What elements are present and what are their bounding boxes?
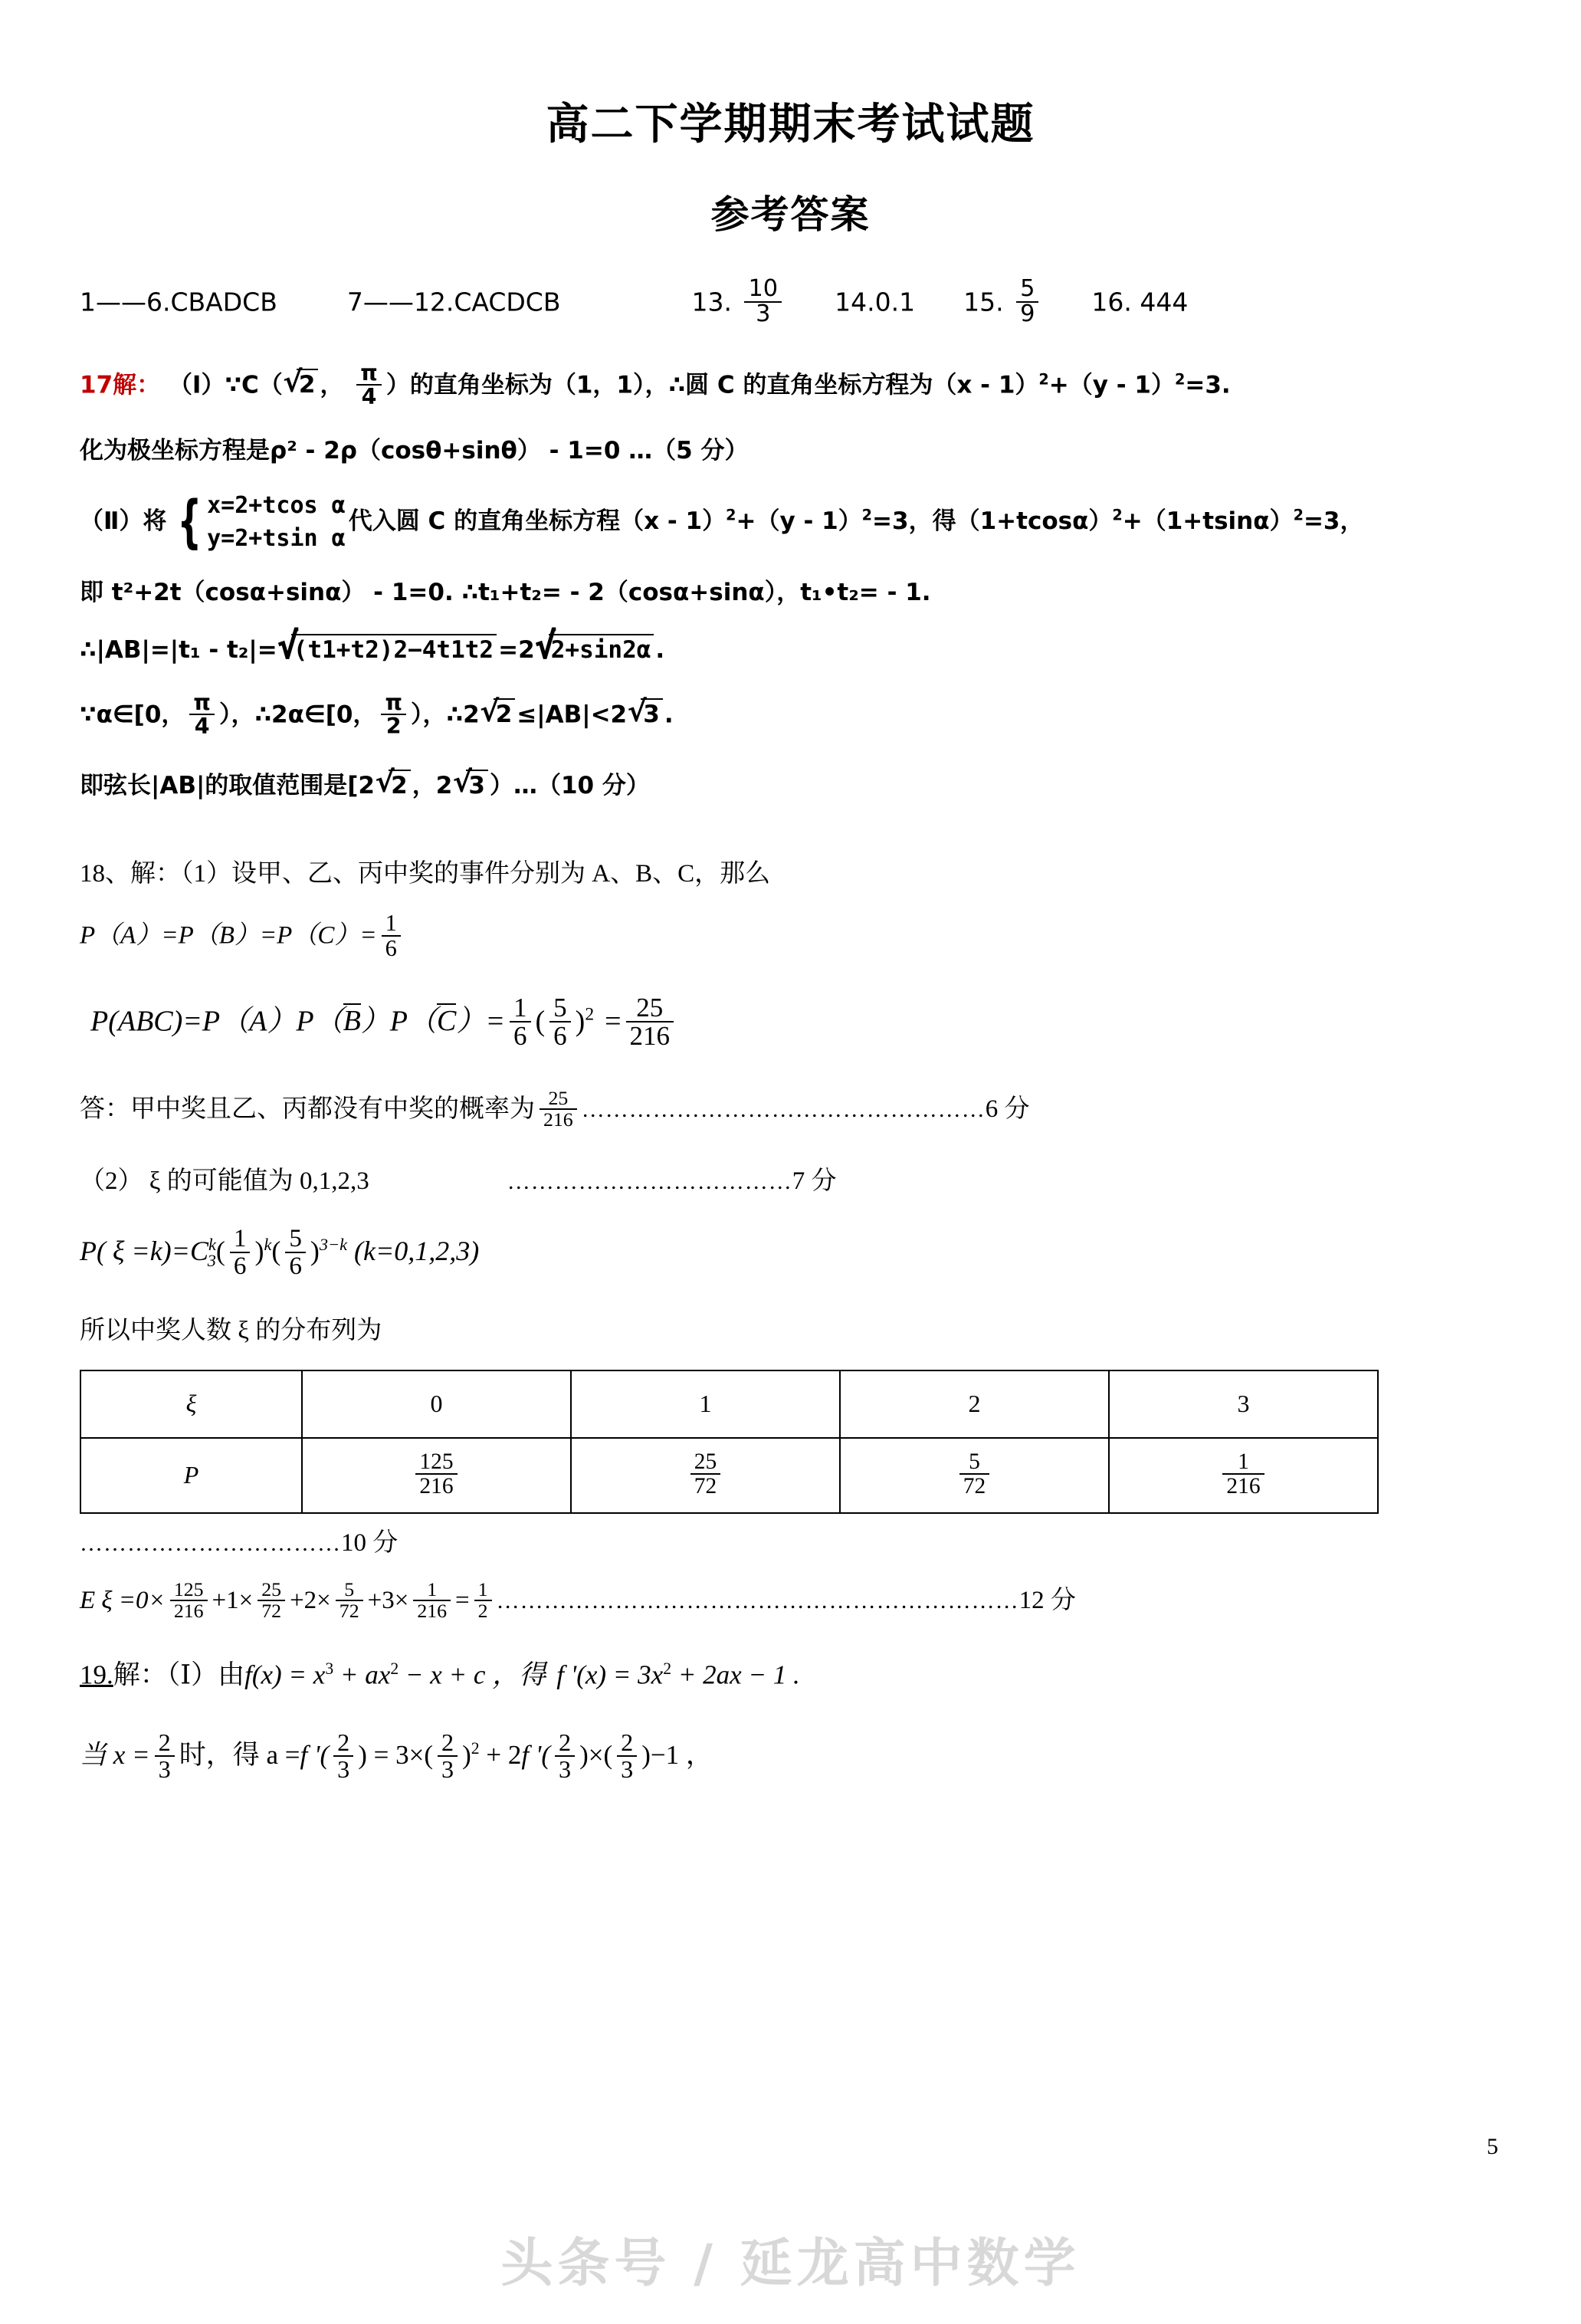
fraction-numerator: 125 — [173, 1577, 204, 1600]
fraction-numerator: 2 — [559, 1728, 572, 1756]
fraction-numerator: 125 — [419, 1449, 454, 1474]
exponent: 2 — [663, 1659, 672, 1678]
distribution-table — [80, 1370, 1379, 1514]
exponent: 3 — [325, 1659, 334, 1678]
fraction-numerator: 2 — [441, 1728, 454, 1756]
q17-chord-mid: ，2 — [412, 771, 453, 799]
sqrt-2: √ 2 — [481, 698, 516, 730]
paren-close: ) — [310, 1235, 320, 1266]
q18-pabc-text: P(ABC)=P（A）P（ — [90, 1004, 343, 1037]
q19-number: 19. — [80, 1659, 113, 1690]
q18-xi-values-text: （2） ξ 的可能值为 0,1,2,3 — [80, 1167, 369, 1195]
q18-line-1: 18、解：（1）设甲、乙、丙中奖的事件分别为 A、B、C，那么 — [80, 860, 771, 888]
answers-group-2: 7——12.CACDCB — [346, 287, 561, 317]
q19-expr: (x) = x — [251, 1659, 326, 1690]
combination-symbol — [190, 1234, 216, 1271]
document-body — [0, 275, 1581, 1784]
fraction-numerator: 5 — [1020, 275, 1035, 302]
fraction-denominator: 216 — [1222, 1473, 1264, 1498]
one-sixth — [510, 994, 530, 1050]
q19-expr: )−1 ， — [641, 1739, 713, 1770]
fraction-denominator: 4 — [356, 384, 382, 408]
q18-text: ）= — [456, 1004, 506, 1037]
probability-fraction — [690, 1450, 720, 1498]
q17-line-6 — [80, 689, 1507, 739]
q17-alpha-range-prefix: ∵α∈[0， — [80, 701, 185, 729]
paren-open: ( — [535, 1004, 546, 1037]
table-row-xi — [80, 1370, 1378, 1438]
q18-expectation — [80, 1577, 1507, 1623]
probability-fraction — [415, 1450, 457, 1498]
pi-over-4 — [356, 359, 382, 409]
answer-15-fraction — [1016, 277, 1038, 327]
fraction-denominator: 216 — [626, 1021, 674, 1050]
q17-equals-3: =3. — [1185, 371, 1231, 399]
exponent: 2 — [1293, 506, 1304, 524]
fraction-denominator: 72 — [257, 1600, 285, 1621]
fraction-denominator: 6 — [230, 1252, 251, 1279]
probability-fraction — [959, 1450, 989, 1498]
table-cell-xi-2: 2 — [840, 1370, 1109, 1438]
fraction-denominator: 216 — [540, 1108, 577, 1130]
exponent: 2 — [390, 1659, 399, 1678]
q19-expr: + 2 — [479, 1739, 522, 1770]
fraction-denominator: 72 — [690, 1473, 720, 1498]
fraction-denominator: 3 — [155, 1755, 175, 1782]
exponent: 2 — [861, 506, 873, 524]
q17-plus-term: +（y - 1） — [1048, 371, 1175, 399]
q17-term: =3， — [1303, 507, 1364, 535]
expectation-term: +1× — [212, 1586, 254, 1614]
exponent: 2 — [1174, 370, 1186, 389]
table-header-p: P — [80, 1438, 302, 1513]
paren-open: ( — [215, 1235, 225, 1266]
q18-binomial-prefix: P( ξ =k)= — [80, 1235, 190, 1266]
q17-number: 17 — [80, 371, 113, 399]
q17-period: . — [655, 635, 665, 664]
exponent: 3−k — [319, 1234, 348, 1254]
function-f-prime: f — [521, 1739, 530, 1770]
two-thirds — [333, 1730, 353, 1782]
fraction-numerator: 25 — [261, 1577, 282, 1600]
fraction-denominator: 2 — [474, 1600, 492, 1621]
answer-14: 14.0.1 — [835, 287, 916, 317]
q18-line-3 — [80, 992, 1507, 1052]
q18-text: ）P（ — [360, 1004, 438, 1037]
sqrt-2-plus-sin2a: √ 2+sin2α — [536, 634, 654, 665]
q17-line-2: 化为极坐标方程是ρ² - 2ρ（cosθ+sinθ） - 1=0 …（5 分） — [80, 437, 749, 465]
function-f: f — [244, 1659, 252, 1690]
fraction-numerator: 1 — [513, 992, 527, 1022]
fraction-numerator: 25 — [694, 1449, 717, 1474]
fraction-numerator: 2 — [158, 1728, 171, 1756]
q19-text: 解：（Ⅰ）由 — [113, 1659, 245, 1690]
fraction-denominator: 72 — [336, 1600, 363, 1621]
sqrt-discriminant: √ (t1+t2)2−4t1t2 — [279, 634, 497, 665]
table-cell-p-0 — [302, 1438, 571, 1513]
score-6-points: 6 分 — [985, 1095, 1030, 1123]
q17-part1-prefix: （Ⅰ）∵C（ — [168, 371, 283, 399]
complement-b: B — [343, 1004, 361, 1037]
q18-line-4 — [80, 1086, 1507, 1132]
fraction-numerator: 5 — [969, 1449, 980, 1474]
fraction-125-216 — [170, 1577, 208, 1623]
fraction-numerator: 2 — [337, 1728, 350, 1756]
system-row-x: x=2+tcos α — [207, 491, 346, 519]
table-cell-p-3 — [1109, 1438, 1378, 1513]
q19-expr: )×( — [579, 1739, 613, 1770]
five-sixths — [549, 994, 570, 1050]
q19-expr: '(x) = 3x — [563, 1659, 664, 1690]
combination-superscript: k — [208, 1234, 216, 1254]
q18-line-5 — [80, 1166, 1507, 1196]
fraction-1-2 — [474, 1577, 492, 1623]
fraction-denominator: 6 — [382, 935, 401, 960]
q17-term: +（1+tsinα） — [1122, 507, 1294, 535]
fraction-numerator: 5 — [289, 1223, 302, 1252]
equals-sign: = — [605, 1004, 622, 1037]
page-title: 高二下学期期末考试试题 — [546, 99, 1035, 149]
score-7-points: 7 分 — [792, 1167, 837, 1195]
fraction-numerator: 25 — [636, 992, 664, 1022]
fraction-denominator: 4 — [189, 714, 215, 737]
function-f-prime: f — [556, 1659, 564, 1690]
q17-equals: =2 — [498, 635, 535, 664]
table-cell-xi-0: 0 — [302, 1370, 571, 1438]
two-thirds — [617, 1730, 637, 1782]
q17-bound-prefix: ），∴2 — [411, 701, 480, 729]
q17-ab-prefix: ∴|AB|=|t₁ - t₂|= — [80, 635, 277, 664]
one-sixth — [230, 1223, 251, 1280]
left-brace: { — [177, 488, 202, 555]
q17-part1-suffix: ）的直角坐标为（1，1），∴圆 C 的直角坐标方程为（x - 1） — [385, 371, 1039, 399]
fraction-1-216 — [413, 1577, 451, 1623]
q17-term: =3，得（1+tcosα） — [872, 507, 1113, 535]
exponent: 2 — [1038, 370, 1049, 389]
q17-chord-prefix: 即弦长|AB|的取值范围是[2 — [80, 771, 376, 799]
expectation-term: +3× — [367, 1586, 409, 1614]
objective-answers-line — [80, 275, 1507, 328]
q18-line-6 — [80, 1223, 1507, 1281]
paren-open: ( — [271, 1235, 281, 1266]
watermark: 头条号 / 延龙高中数学 — [500, 2234, 1081, 2294]
system-row-y: y=2+tsin α — [207, 525, 346, 553]
q17-2alpha-range: ），∴2α∈[0， — [218, 701, 377, 729]
fraction-denominator: 6 — [285, 1252, 306, 1279]
q19-expr: − x + c ，得 — [399, 1659, 546, 1690]
score-12-points: 12 分 — [1018, 1586, 1076, 1614]
sqrt-2: √ 2 — [376, 770, 411, 801]
one-sixth — [382, 911, 401, 960]
q19-expr: + 2ax − 1 . — [671, 1659, 800, 1690]
page-subtitle: 参考答案 — [710, 192, 871, 237]
q17-chord-score: ）…（10 分） — [489, 771, 650, 799]
table-row-p — [80, 1438, 1378, 1513]
fraction-denominator: 2 — [381, 714, 406, 737]
dotted-leader: …………………………… — [80, 1530, 341, 1556]
answer-16: 16. 444 — [1091, 287, 1189, 317]
combination-C: C — [189, 1235, 208, 1266]
fraction-denominator: 9 — [1016, 301, 1038, 327]
table-cell-p-1 — [571, 1438, 840, 1513]
q18-line-2 — [80, 909, 1507, 962]
answer-15-label: 15. — [963, 287, 1004, 317]
two-thirds — [555, 1730, 575, 1782]
two-thirds — [438, 1730, 458, 1782]
q17-term: +（y - 1） — [736, 507, 862, 535]
fraction-numerator: 1 — [385, 909, 397, 936]
q19-expr: '( — [307, 1739, 330, 1770]
complement-c: C — [437, 1004, 457, 1037]
combination-subscript: 3 — [207, 1251, 216, 1271]
fraction-5-72 — [336, 1577, 363, 1623]
fraction-numerator: 5 — [553, 992, 567, 1022]
fraction-numerator: 1 — [233, 1223, 247, 1252]
q19-expr: '( — [529, 1739, 551, 1770]
fraction-denominator: 3 — [333, 1755, 353, 1782]
fraction-denominator: 3 — [617, 1755, 637, 1782]
fraction-denominator: 3 — [744, 301, 782, 327]
fraction-denominator: 3 — [555, 1755, 575, 1782]
table-cell-xi-1: 1 — [571, 1370, 840, 1438]
function-f-prime: f — [300, 1739, 308, 1770]
q19-line-1 — [80, 1659, 1507, 1692]
q18-answer-prefix: 答：甲中奖且乙、丙都没有中奖的概率为 — [80, 1095, 535, 1123]
fraction-denominator: 6 — [510, 1021, 530, 1050]
answers-group-1: 1——6.CBADCB — [80, 287, 277, 317]
parametric-system — [169, 489, 345, 556]
fraction-numerator: 2 — [621, 1728, 634, 1756]
exponent: 2 — [1112, 506, 1123, 524]
score-10-points: 10 分 — [341, 1528, 399, 1557]
q18-line-7: 所以中奖人数 ξ 的分布列为 — [80, 1317, 382, 1345]
q19-expr: ) = 3×( — [358, 1739, 434, 1770]
q19-text: 时，得 a = — [179, 1739, 300, 1770]
paren-close: ) — [462, 1739, 471, 1770]
fraction-denominator: 216 — [170, 1600, 208, 1621]
q18-pabc-prefix — [90, 1005, 343, 1037]
q19-when-x: 当 x = — [80, 1739, 150, 1770]
two-thirds — [155, 1730, 175, 1782]
fraction-numerator: π — [193, 689, 211, 715]
twentyfive-over-216 — [626, 994, 674, 1050]
fraction-numerator: 5 — [344, 1577, 355, 1600]
q17-line-1: 17解： （Ⅰ）∵C（ √ 2 ， $\frac{\pi}{4}$ ）的直角坐标为（1，1），∴圆 C 的直角坐标方程为（x - 1）$^2$+（y - 1）$^2$=3. — [80, 363, 1507, 409]
q18-after-table — [80, 1528, 1507, 1558]
twentyfive-over-216 — [540, 1088, 577, 1131]
fraction-numerator: 1 — [477, 1577, 488, 1600]
dotted-leader: ……………………………… — [507, 1168, 792, 1194]
table-cell-p-2 — [840, 1438, 1109, 1513]
fraction-numerator: π — [385, 689, 402, 715]
fraction-numerator: 1 — [427, 1577, 438, 1600]
expectation-term: +2× — [290, 1586, 331, 1614]
fraction-numerator: π — [360, 359, 378, 386]
fraction-denominator: 216 — [415, 1473, 457, 1498]
fraction-numerator: 1 — [1238, 1449, 1249, 1474]
equals-sign: = — [455, 1586, 470, 1614]
answer-13-label: 13. — [691, 287, 732, 317]
fraction-denominator: 6 — [549, 1021, 570, 1050]
fraction-denominator: 72 — [959, 1473, 989, 1498]
fraction-numerator: 25 — [548, 1086, 569, 1109]
q17-solve-word: 解： — [113, 371, 161, 399]
answer-sheet-page — [0, 90, 1581, 2324]
exponent: 2 — [585, 1004, 595, 1025]
five-sixths — [285, 1223, 306, 1280]
q17-line-7 — [80, 770, 1507, 801]
table-cell-xi-3: 3 — [1109, 1370, 1378, 1438]
fraction-denominator: 3 — [438, 1755, 458, 1782]
q17-line-5 — [80, 634, 1507, 665]
dotted-leader: …………………………………………… — [581, 1096, 986, 1122]
probability-fraction — [1222, 1450, 1264, 1498]
q19-line-2 — [80, 1728, 1507, 1784]
q18-probability-prefix: P（A）=P（B）=P（C）= — [80, 921, 377, 950]
k-range: (k=0,1,2,3) — [347, 1235, 480, 1266]
sqrt-3: √ 3 — [454, 770, 488, 801]
sqrt-2: √ 2 — [284, 369, 319, 400]
exponent: 2 — [726, 506, 736, 524]
table-header-xi: ξ — [80, 1370, 302, 1438]
q17-line-3 — [80, 489, 1507, 556]
expectation-prefix: E ξ =0× — [80, 1586, 166, 1614]
exponent: 2 — [471, 1739, 480, 1758]
pi-over-4 — [189, 691, 215, 737]
q17-line-4: 即 t²+2t（cosα+sinα） - 1=0. ∴t₁+t₂= - 2（cosα+sinα），t₁•t₂= - 1. — [80, 578, 931, 606]
q17-part2-mid: 代入圆 C 的直角坐标方程（x - 1） — [348, 507, 727, 535]
paren-close: ) — [254, 1235, 264, 1266]
q17-period: . — [664, 701, 674, 729]
page-number: 5 — [1487, 2134, 1498, 2159]
exponent: k — [264, 1234, 272, 1254]
fraction-25-72 — [257, 1577, 285, 1623]
sqrt-3: √ 3 — [628, 698, 663, 730]
paren-close: ) — [575, 1004, 585, 1037]
fraction-denominator: 216 — [413, 1600, 451, 1621]
q17-bound-mid: ≤|AB|<2 — [517, 701, 628, 729]
fraction-numerator: 10 — [748, 275, 779, 302]
pi-over-2 — [381, 691, 406, 737]
dotted-leader: ………………………………………………………… — [496, 1587, 1019, 1613]
q17-part2-prefix: （Ⅱ）将 — [80, 507, 167, 535]
answer-13-fraction — [744, 277, 782, 327]
q19-expr: + ax — [333, 1659, 391, 1690]
